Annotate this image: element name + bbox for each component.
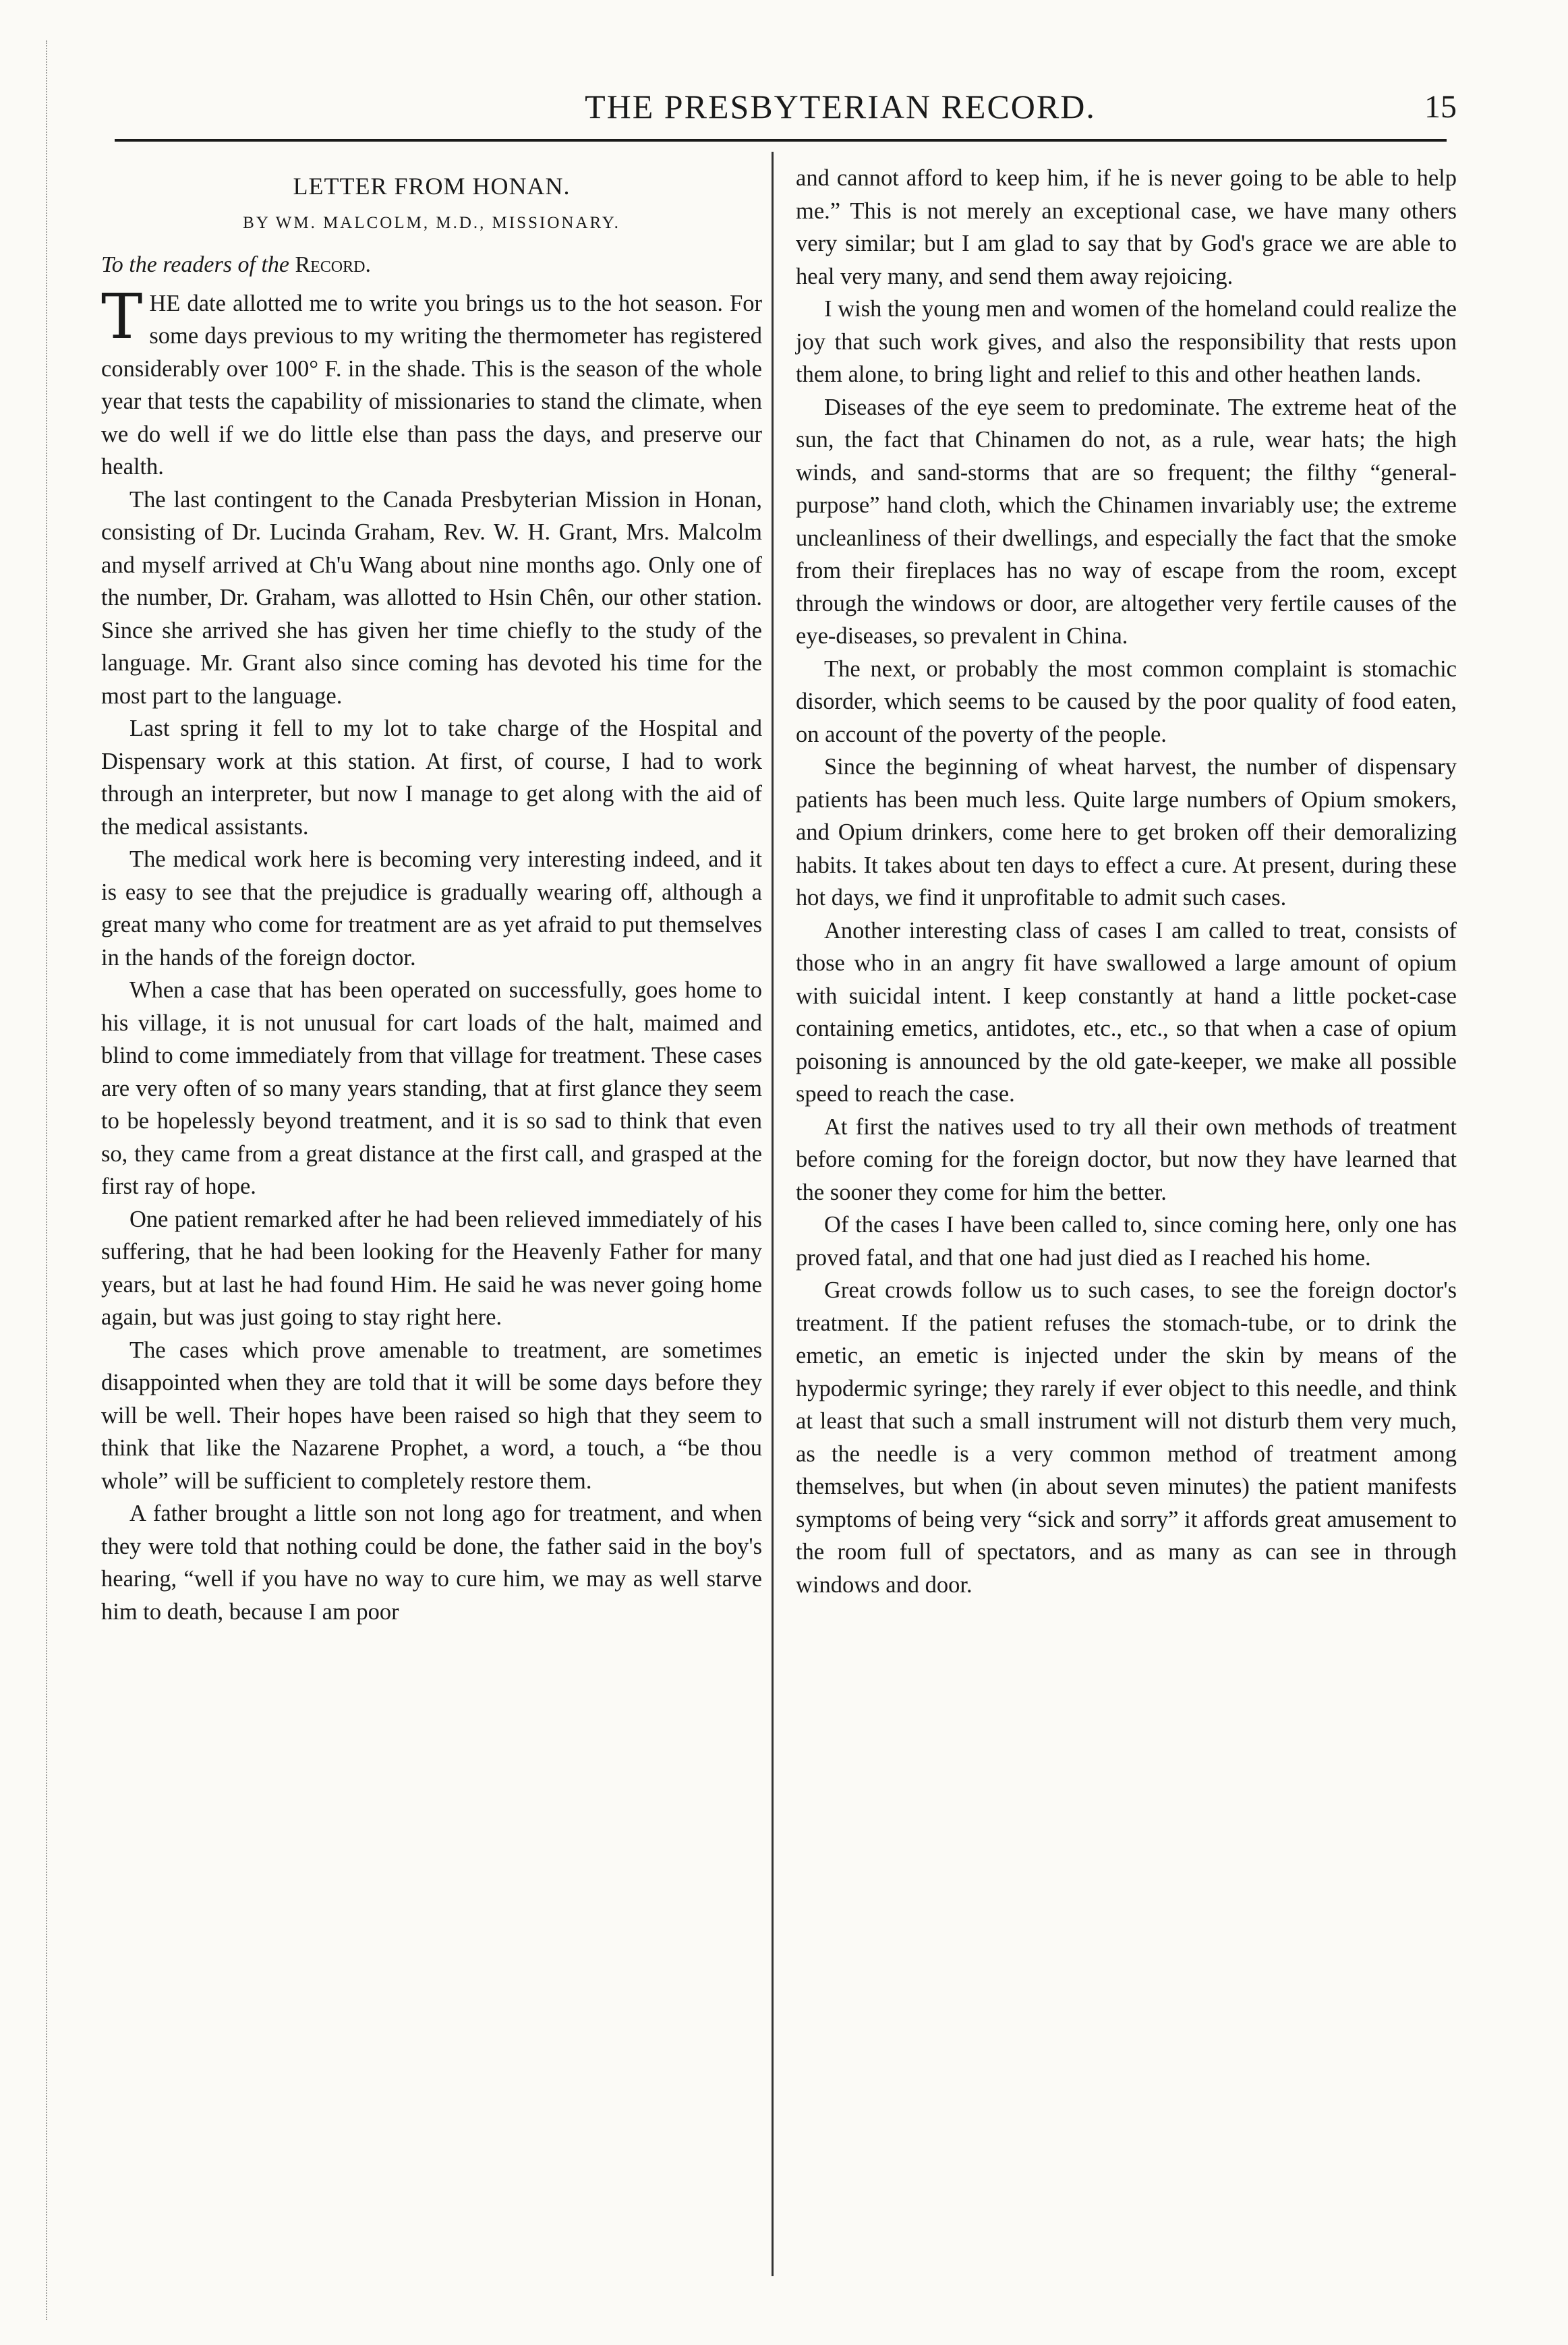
column-divider (772, 152, 774, 2276)
paragraph: Of the cases I have been called to, since coming here, only one has proved fatal, and that one had just died as I reached his home. (796, 1212, 1457, 1271)
paragraph: I wish the young men and women of the homeland could realize the joy that such work gives, and also the responsibility that rests upon them alone, to bring light and relief to this and other heathen lands. (796, 296, 1457, 387)
paragraph: The last contingent to the Canada Presbyterian Mission in Honan, consisting of Dr. Lucinda Graham, Rev. W. H. Grant, Mrs. Malcolm and myself arrived at Ch'u Wang about nine months ago. Only one of the number, Dr. Graham, was allotted to Hsin Chên, our other station. Since she arrived she has given her time chiefly to the study of the language. Mr. Grant also since coming has devoted his time for the most part to the language. (101, 486, 762, 709)
paragraph: Since the beginning of wheat harvest, the number of dispensary patients has been much less. Quite large numbers of Opium smokers, and Opium drinkers, come here to get broken off their demoralizing habits. It takes about ten days to effect a cure. At present, during these hot days, we find it unprofitable to admit such cases. (796, 754, 1457, 910)
right-column (796, 162, 1457, 1601)
paragraph: When a case that has been operated on successfully, goes home to his village, it is not unusual for cart loads of the halt, maimed and blind to come immediately from that village for treatment. These cases are very often of so many years standing, that at first glance they seem to be hopelessly beyond treatment, and it is so sad to think that even so, they came from a great distance at the first call, and grasped at the first ray of hope. (101, 977, 762, 1199)
left-column (101, 162, 762, 1628)
paragraph: Great crowds follow us to such cases, to see the foreign doctor's treatment. If the patient refuses the stomach-tube, or to drink the emetic, an emetic is injected under the skin by means of the hypodermic syringe; they rarely if ever object to this needle, and think at least that such a small instrument will not disturb them very much, as the needle is a very common method of treatment among themselves, but when (in about seven minutes) the patient manifests symptoms of being very “sick and sorry” it affords great amusement to the room full of spectators, and as many as can see in through windows and door. (796, 1277, 1457, 1598)
paragraph: A father brought a little son not long ago for treatment, and when they were told that nothing could be done, the father said in the boy's hearing, “well if you have no way to cure him, we may as well starve him to death, because I am poor (101, 1501, 762, 1625)
running-title: THE PRESBYTERIAN RECORD. (585, 88, 1096, 125)
page-header (101, 80, 1457, 134)
paragraph: One patient remarked after he had been relieved immediately of his suffering, that he had been looking for the Heavenly Father for many years, but at last he had found Him. He said he was never going home again, but was just going to stay right here. (101, 1206, 762, 1330)
article-byline: BY WM. MALCOLM, M.D., MISSIONARY. (243, 213, 620, 232)
paragraph: The next, or probably the most common complaint is stomachic disorder, which seems to be caused by the poor quality of food eaten, on account of the poverty of the people. (796, 656, 1457, 747)
paragraph (101, 280, 762, 484)
salutation-publication: Record. (295, 252, 371, 277)
paragraph: The cases which prove amenable to treatment, are sometimes disappointed when they are told that it will be some days before they will be well. Their hopes have been raised so high that they seem to think that like the Nazarene Prophet, a word, a touch, a “be thou whole” will be sufficient to completely restore them. (101, 1337, 762, 1494)
paragraph: and cannot afford to keep him, if he is never going to be able to help me.” This is not merely an exceptional case, we have many others very similar; but I am glad to say that by God's grace we are able to heal very many, and send them away rejoicing. (796, 165, 1457, 289)
paragraph-text: HE date allotted me to write you brings us to the hot season. For some days previous to my writing the thermometer has registered considerably over 100° F. in the shade. This is the season of the whole year that tests the capability of missionaries to stand the climate, when we do well if we do little else than pass the days, and preserve our health. (101, 290, 762, 480)
paragraph: Diseases of the eye seem to predominate. The extreme heat of the sun, the fact that Chinamen do not, as a rule, wear hats; the high winds, and sand-storms that are so frequent; the filthy “general-purpose” hand cloth, which the Chinamen invariably use; the extreme uncleanliness of their dwellings, and especially the fact that the smoke from their fireplaces has no way of escape from the room, except through the windows or door, are altogether very fertile causes of the eye-diseases, so prevalent in China. (796, 394, 1457, 649)
header-rule (115, 139, 1447, 142)
binding-edge-mark (12, 40, 47, 2320)
drop-cap: T (101, 280, 143, 353)
page-number: 15 (1424, 88, 1457, 125)
paragraph: At first the natives used to try all their own methods of treatment before coming for the foreign doctor, but now they have learned that the sooner they come for him the better. (796, 1113, 1457, 1205)
salutation-text: To the readers of the (101, 252, 289, 277)
salutation (101, 249, 762, 282)
paragraph: Another interesting class of cases I am called to treat, consists of those who in an angry fit have swallowed a large amount of opium with suicidal intent. I keep constantly at hand a little pocket-case containing emetics, antidotes, etc., etc., so that when a case of opium poisoning is announced by the old gate-keeper, we make all possible speed to reach the case. (796, 917, 1457, 1107)
article-title: LETTER FROM HONAN. (293, 173, 571, 200)
paragraph: Last spring it fell to my lot to take charge of the Hospital and Dispensary work at this station. At first, of course, I had to work through an interpreter, but now I manage to get along with the aid of the medical assistants. (101, 716, 762, 840)
paragraph: The medical work here is becoming very interesting indeed, and it is easy to see that the prejudice is gradually wearing off, although a great many who come for treatment are as yet afraid to put themselves in the hands of the foreign doctor. (101, 846, 762, 971)
